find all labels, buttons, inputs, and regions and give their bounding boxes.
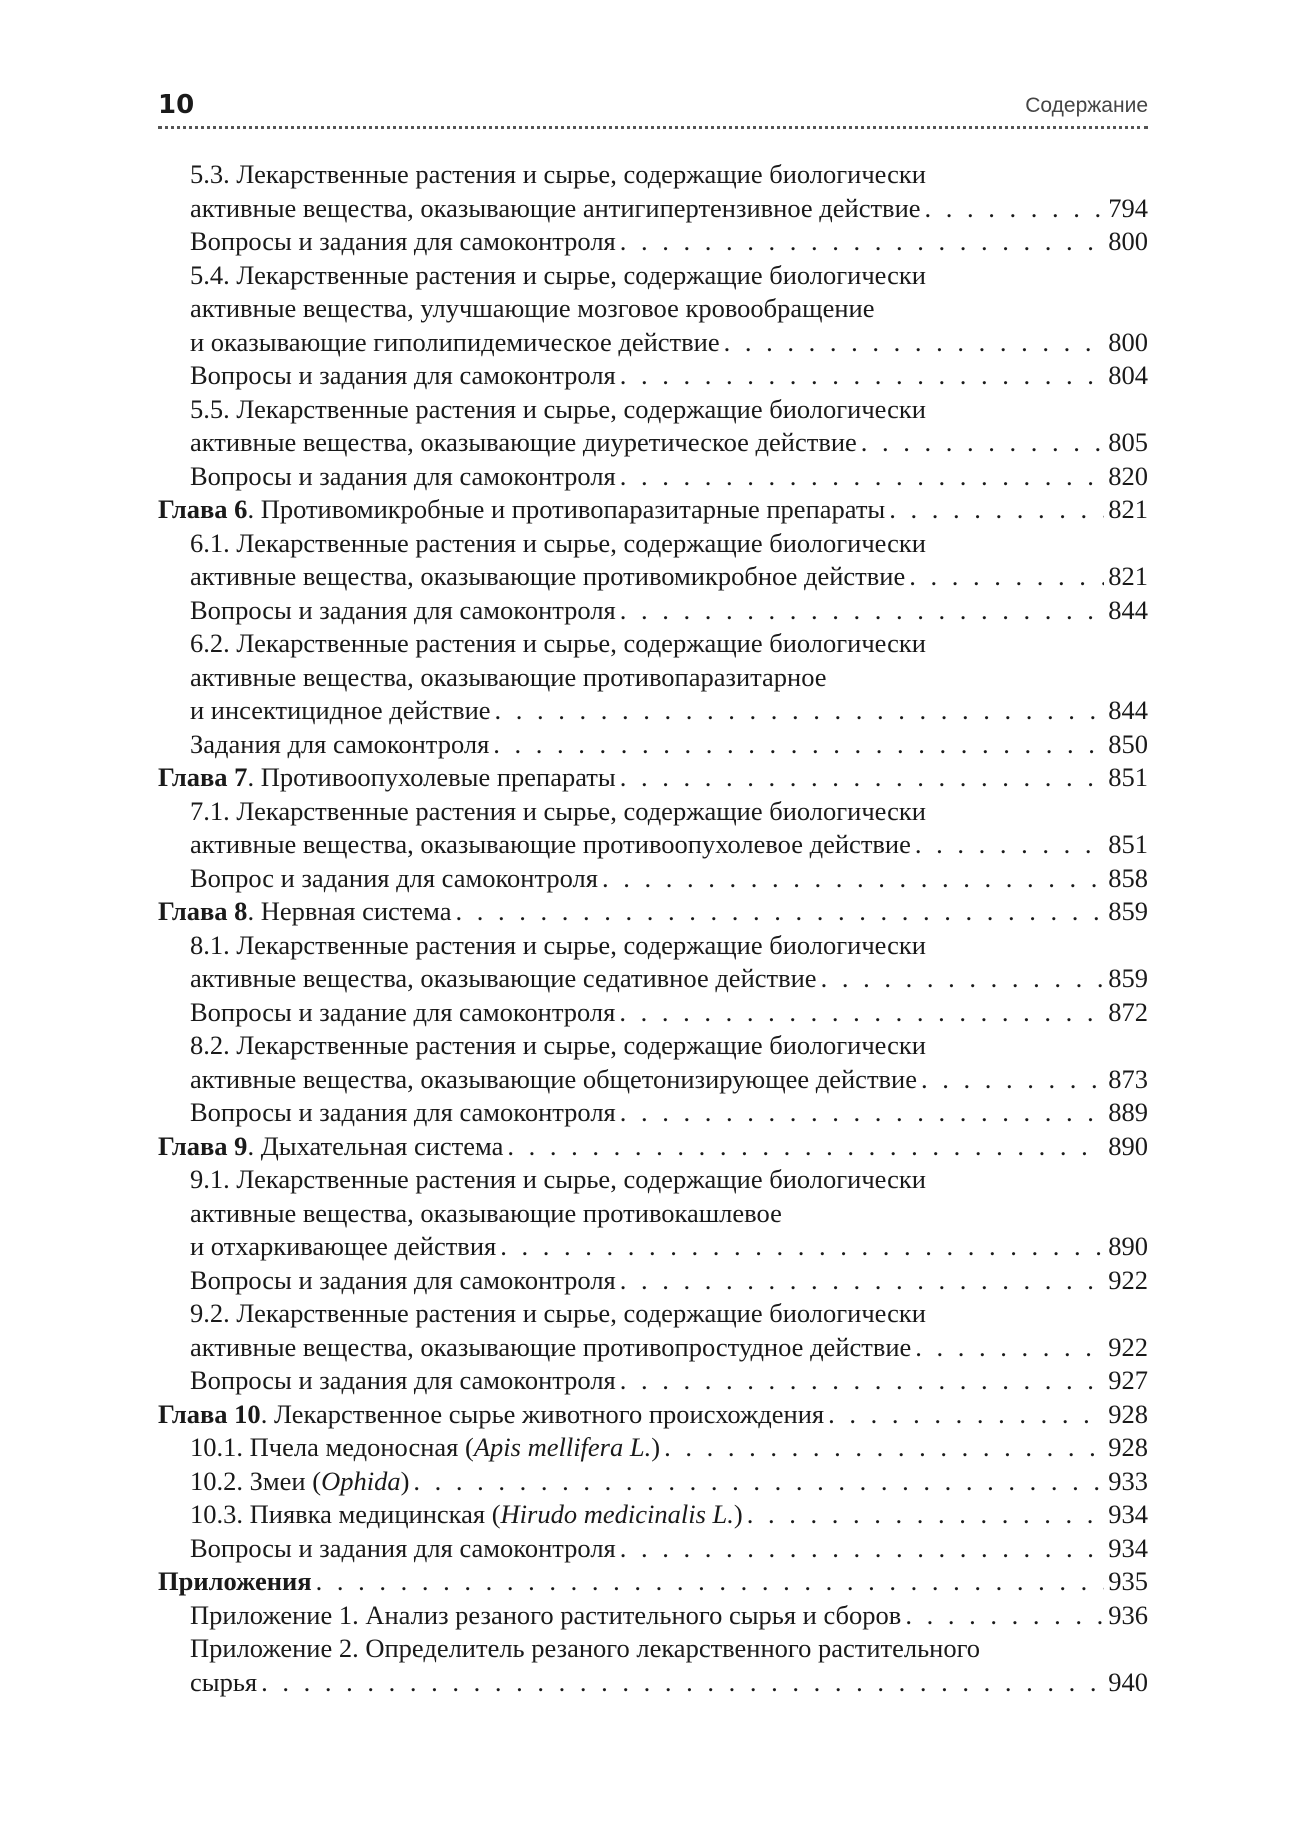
toc-page-number: 928 bbox=[1108, 1432, 1148, 1462]
toc-section-line: 5.4. Лекарственные растения и сырье, содержащие биологически bbox=[190, 259, 926, 290]
toc-page-number: 821 bbox=[1108, 561, 1148, 591]
dot-leader bbox=[620, 1364, 1105, 1398]
dot-leader bbox=[620, 359, 1105, 393]
dot-leader bbox=[495, 694, 1105, 728]
toc-page-number: 858 bbox=[1108, 862, 1148, 893]
dot-leader bbox=[456, 895, 1105, 929]
dot-leader bbox=[905, 1599, 1104, 1633]
dot-leader bbox=[620, 594, 1105, 628]
toc-chapter-text: . Нервная система bbox=[247, 896, 452, 926]
dot-leader bbox=[620, 1532, 1105, 1566]
latin-name: Apis mellifera L. bbox=[473, 1432, 652, 1462]
toc-section-title: Вопросы и задание для самоконтроля bbox=[190, 996, 616, 1027]
toc-section-title: Вопросы и задания для самоконтроля bbox=[190, 1097, 616, 1127]
toc-page-number: 820 bbox=[1108, 460, 1148, 491]
toc-section-entry bbox=[158, 996, 1148, 1030]
toc-page-number: 850 bbox=[1108, 728, 1148, 759]
toc-section-title: сырья bbox=[190, 1666, 258, 1697]
toc-page-number: 934 bbox=[1108, 1532, 1148, 1563]
toc-section-entry bbox=[158, 426, 1148, 460]
toc-page-number: 844 bbox=[1108, 695, 1148, 725]
toc-chapter-entry bbox=[158, 1398, 1148, 1432]
toc-chapter-label: Глава 7 bbox=[158, 762, 248, 792]
toc-section-title: Вопросы и задания для самоконтроля bbox=[190, 1532, 616, 1563]
page-header bbox=[158, 88, 1148, 128]
toc-page-number: 873 bbox=[1108, 1063, 1148, 1094]
toc-section-line: 7.1. Лекарственные растения и сырье, содержащие биологически bbox=[190, 795, 926, 826]
toc-chapter-text: . Противоопухолевые препараты bbox=[247, 762, 616, 792]
toc-chapter-title bbox=[158, 1565, 312, 1599]
toc-section-entry bbox=[158, 594, 1148, 628]
toc-section-line: активные вещества, оказывающие противокашлевое bbox=[190, 1197, 782, 1228]
toc-section-line: 8.1. Лекарственные растения и сырье, содержащие биологически bbox=[190, 929, 926, 960]
dot-leader bbox=[821, 962, 1105, 996]
toc-section-title: Вопросы и задания для самоконтроля bbox=[190, 1365, 616, 1395]
toc-page-number: 889 bbox=[1108, 1097, 1148, 1127]
toc-section-text: 10.1. Пчела медоносная ( bbox=[190, 1432, 474, 1462]
toc-chapter-entry bbox=[158, 1130, 1148, 1164]
toc-chapter-text: . Дыхательная система bbox=[247, 1130, 504, 1161]
toc-page-number: 872 bbox=[1108, 996, 1148, 1027]
toc-page-number: 804 bbox=[1108, 360, 1148, 390]
toc-section-line: 5.3. Лекарственные растения и сырье, содержащие биологически bbox=[190, 159, 926, 189]
toc-section-line: активные вещества, оказывающие противопаразитарное bbox=[190, 661, 827, 692]
toc-page-number: 851 bbox=[1108, 762, 1148, 792]
toc-chapter-entry bbox=[158, 761, 1148, 795]
page-number: 10 bbox=[158, 90, 195, 120]
toc-section-title: активные вещества, оказывающие противопростудное действие bbox=[190, 1331, 912, 1362]
toc-chapter-entry bbox=[158, 895, 1148, 929]
header-divider bbox=[158, 126, 1148, 129]
dot-leader bbox=[861, 426, 1104, 460]
toc-section-entry bbox=[158, 1331, 1148, 1365]
toc-section-text-end: ) bbox=[400, 1465, 410, 1496]
toc-section-title: и инсектицидное действие bbox=[190, 695, 491, 725]
toc-section-title: активные вещества, оказывающие противомикробное действие bbox=[190, 561, 906, 591]
toc-section-entry bbox=[158, 1264, 1148, 1298]
toc-chapter-text: . Лекарственное сырье животного происхождения bbox=[260, 1398, 825, 1429]
toc-section-text: 10.2. Змеи ( bbox=[190, 1465, 322, 1496]
toc-section-entry bbox=[158, 1599, 1148, 1633]
toc-section-title: и оказывающие гиполипидемическое действие bbox=[190, 326, 720, 357]
toc-section-entry bbox=[158, 694, 1148, 728]
toc-page-number: 936 bbox=[1108, 1599, 1148, 1630]
toc-page-number: 859 bbox=[1108, 896, 1148, 926]
toc-section-entry bbox=[158, 1096, 1148, 1130]
toc-page-number: 935 bbox=[1108, 1566, 1148, 1596]
dot-leader bbox=[620, 225, 1105, 259]
toc-section-entry bbox=[158, 192, 1148, 226]
toc-section-entry bbox=[158, 1230, 1148, 1264]
toc-section-title: активные вещества, оказывающие общетонизирующее действие bbox=[190, 1063, 917, 1094]
toc-page-number: 927 bbox=[1108, 1365, 1148, 1395]
toc-section-entry bbox=[158, 962, 1148, 996]
toc-section-title bbox=[190, 1465, 409, 1499]
dot-leader bbox=[747, 1498, 1105, 1532]
dot-leader bbox=[724, 326, 1105, 360]
toc-page-number: 800 bbox=[1108, 226, 1148, 256]
toc-chapter-title bbox=[158, 1398, 824, 1432]
dot-leader bbox=[500, 1230, 1104, 1264]
toc-chapter-entry bbox=[158, 493, 1148, 527]
toc-chapter-label: Глава 8 bbox=[158, 896, 248, 926]
toc-section-entry bbox=[158, 1465, 1148, 1499]
toc-chapter-title bbox=[158, 493, 885, 527]
toc-section-title: Вопрос и задания для самоконтроля bbox=[190, 862, 598, 893]
toc-page-number: 851 bbox=[1108, 829, 1148, 859]
toc-section-line: активные вещества, улучшающие мозговое кровообращение bbox=[190, 293, 875, 323]
toc-section-title: Вопросы и задания для самоконтроля bbox=[190, 226, 616, 256]
toc-section-entry bbox=[158, 1498, 1148, 1532]
toc-section-entry bbox=[158, 1532, 1148, 1566]
toc-page-number: 821 bbox=[1108, 494, 1148, 524]
latin-name: Hirudo medicinalis L. bbox=[500, 1499, 734, 1529]
toc-chapter-title bbox=[158, 761, 616, 795]
toc-page-number: 933 bbox=[1108, 1465, 1148, 1496]
dot-leader bbox=[664, 1431, 1104, 1465]
toc-section-text-end: ) bbox=[651, 1432, 661, 1462]
toc-section-title: Задания для самоконтроля bbox=[190, 728, 490, 759]
dot-leader bbox=[507, 1130, 1104, 1164]
toc-section-entry bbox=[158, 359, 1148, 393]
dot-leader bbox=[828, 1398, 1104, 1432]
dot-leader bbox=[620, 1096, 1105, 1130]
toc-section-entry bbox=[158, 862, 1148, 896]
toc-section-title: Приложение 1. Анализ резаного растительного сырья и сборов bbox=[190, 1599, 902, 1630]
toc-section-text-end: ) bbox=[733, 1499, 743, 1529]
toc-section-entry bbox=[158, 326, 1148, 360]
toc-section-title: Вопросы и задания для самоконтроля bbox=[190, 1264, 616, 1295]
dot-leader bbox=[889, 493, 1104, 527]
toc-section-title: активные вещества, оказывающие диуретическое действие bbox=[190, 427, 857, 457]
toc-page-number: 934 bbox=[1108, 1499, 1148, 1529]
toc-section-entry bbox=[158, 560, 1148, 594]
dot-leader bbox=[620, 761, 1105, 795]
toc-section-title: активные вещества, оказывающие противоопухолевое действие bbox=[190, 829, 911, 859]
dot-leader bbox=[915, 828, 1104, 862]
toc-section-line: 9.2. Лекарственные растения и сырье, содержащие биологически bbox=[190, 1298, 926, 1328]
dot-leader bbox=[921, 1063, 1104, 1097]
latin-name: Ophida bbox=[321, 1465, 401, 1496]
toc-section-title: и отхаркивающее действия bbox=[190, 1231, 497, 1261]
toc-page-number: 890 bbox=[1108, 1130, 1148, 1161]
dot-leader bbox=[619, 996, 1104, 1030]
toc-chapter-label: Глава 9 bbox=[158, 1130, 248, 1161]
toc-section-title bbox=[190, 1498, 743, 1532]
toc-section-title: Вопросы и задания для самоконтроля bbox=[190, 460, 616, 491]
dot-leader bbox=[261, 1666, 1104, 1700]
toc-page-number: 922 bbox=[1108, 1264, 1148, 1295]
toc-section-line: 8.2. Лекарственные растения и сырье, содержащие биологически bbox=[190, 1030, 926, 1060]
toc-chapter-label: Глава 6 bbox=[158, 494, 248, 524]
dot-leader bbox=[909, 560, 1104, 594]
dot-leader bbox=[602, 862, 1104, 896]
dot-leader bbox=[316, 1565, 1105, 1599]
toc-page-number: 805 bbox=[1108, 427, 1148, 457]
dot-leader bbox=[915, 1331, 1104, 1365]
table-of-contents bbox=[158, 158, 1148, 1699]
toc-section-title bbox=[190, 1431, 660, 1465]
toc-page-number: 922 bbox=[1108, 1331, 1148, 1362]
running-title: Содержание bbox=[1025, 94, 1148, 117]
toc-section-line: 9.1. Лекарственные растения и сырье, содержащие биологически bbox=[190, 1164, 926, 1194]
toc-page-number: 859 bbox=[1108, 963, 1148, 993]
toc-section-line: 6.2. Лекарственные растения и сырье, содержащие биологически bbox=[190, 628, 926, 658]
dot-leader bbox=[620, 460, 1105, 494]
toc-page-number: 844 bbox=[1108, 594, 1148, 625]
toc-page-number: 940 bbox=[1108, 1666, 1148, 1697]
toc-section-entry bbox=[158, 728, 1148, 762]
toc-section-title: активные вещества, оказывающие седативное действие bbox=[190, 963, 817, 993]
toc-section-entry bbox=[158, 828, 1148, 862]
toc-section-entry bbox=[158, 1063, 1148, 1097]
toc-section-entry bbox=[158, 1431, 1148, 1465]
toc-page-number: 928 bbox=[1108, 1398, 1148, 1429]
toc-page-number: 800 bbox=[1108, 326, 1148, 357]
toc-chapter-text: . Противомикробные и противопаразитарные препараты bbox=[247, 494, 886, 524]
toc-section-text: 10.3. Пиявка медицинская ( bbox=[190, 1499, 501, 1529]
toc-section-entry bbox=[158, 460, 1148, 494]
dot-leader bbox=[413, 1465, 1104, 1499]
toc-section-title: активные вещества, оказывающие антигипертензивное действие bbox=[190, 192, 921, 223]
toc-section-line: Приложение 2. Определитель резаного лекарственного растительного bbox=[190, 1633, 981, 1663]
toc-page-number: 890 bbox=[1108, 1231, 1148, 1261]
toc-section-line: 6.1. Лекарственные растения и сырье, содержащие биологически bbox=[190, 527, 926, 558]
toc-page-number: 794 bbox=[1108, 192, 1148, 223]
toc-section-entry bbox=[158, 225, 1148, 259]
toc-chapter-title bbox=[158, 1130, 503, 1164]
toc-section-entry bbox=[158, 1666, 1148, 1700]
toc-chapter-label: Глава 10 bbox=[158, 1398, 261, 1429]
toc-chapter-title bbox=[158, 895, 452, 929]
dot-leader bbox=[493, 728, 1104, 762]
dot-leader bbox=[620, 1264, 1105, 1298]
toc-section-line: 5.5. Лекарственные растения и сырье, содержащие биологически bbox=[190, 393, 926, 424]
dot-leader bbox=[925, 192, 1105, 226]
toc-chapter-label: Приложения bbox=[158, 1566, 312, 1596]
toc-section-title: Вопросы и задания для самоконтроля bbox=[190, 594, 616, 625]
toc-chapter-entry bbox=[158, 1565, 1148, 1599]
toc-section-title: Вопросы и задания для самоконтроля bbox=[190, 360, 616, 390]
toc-section-entry bbox=[158, 1364, 1148, 1398]
